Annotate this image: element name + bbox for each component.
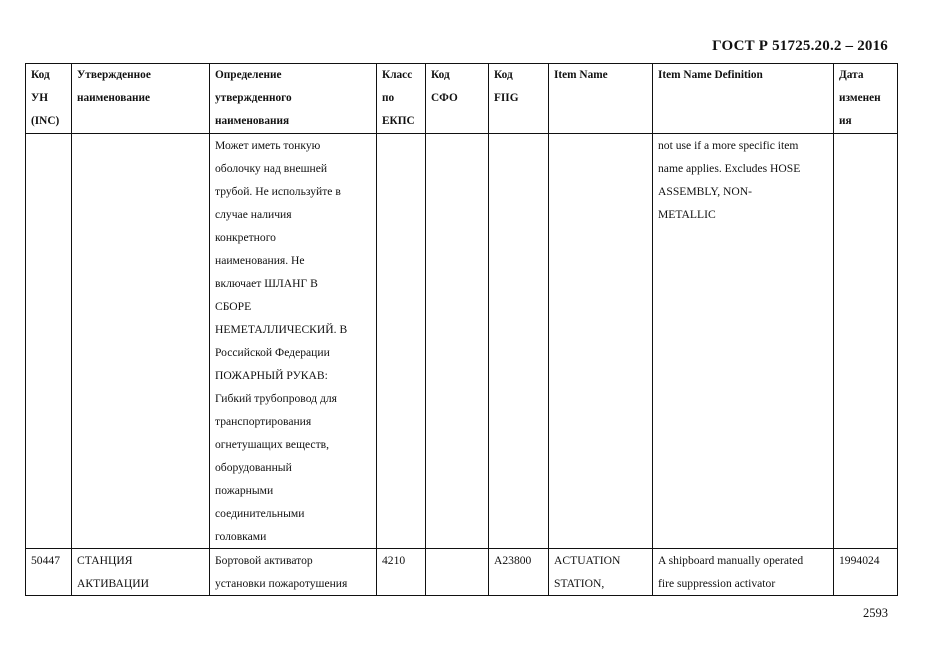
cell-item-name-definition: not use if a more specific item name applies. Excludes HOSE ASSEMBLY, NON- METALLIC (653, 134, 834, 549)
table-row-continuation (26, 134, 898, 549)
cell-item-name-definition: A shipboard manually operated fire suppression activator (653, 549, 834, 596)
header-change-date: Дата изменен ия (834, 64, 898, 134)
cell-fiig-code (489, 134, 549, 549)
cell-fiig-code: A23800 (489, 549, 549, 596)
cell-approved-name (72, 134, 210, 549)
cell-code-un (26, 134, 72, 549)
cell-ekps-class (377, 134, 426, 549)
table-row (26, 549, 898, 596)
cell-item-name: ACTUATION STATION, (549, 549, 653, 596)
header-approved-name: Утвержденное наименование (72, 64, 210, 134)
document-title: ГОСТ Р 51725.20.2 – 2016 (712, 38, 888, 54)
header-sfo-code: Код СФО (426, 64, 489, 134)
header-code-un: Код УН (INC) (26, 64, 72, 134)
cell-definition: Может иметь тонкую оболочку над внешней трубой. Не используйте в случае наличия конкретного наименования. Не включает ШЛАНГ В СБОРЕ НЕМЕТАЛЛИЧЕСКИЙ. В Российской Федерации ПОЖАРНЫЙ РУКАВ: Гибкий трубопровод для транспортирования огнетушащих веществ, оборудованный пожарными соединительными головками (210, 134, 377, 549)
cell-code-un: 50447 (26, 549, 72, 596)
header-item-name: Item Name (549, 64, 653, 134)
page-number: 2593 (863, 606, 888, 620)
cell-sfo-code (426, 549, 489, 596)
header-definition: Определение утвержденного наименования (210, 64, 377, 134)
cell-sfo-code (426, 134, 489, 549)
cell-item-name (549, 134, 653, 549)
nomenclature-table (25, 63, 898, 596)
cell-change-date: 1994024 (834, 549, 898, 596)
header-ekps-class: Класс по ЕКПС (377, 64, 426, 134)
cell-change-date (834, 134, 898, 549)
header-fiig-code: Код FIIG (489, 64, 549, 134)
cell-definition: Бортовой активатор установки пожаротушения (210, 549, 377, 596)
cell-ekps-class: 4210 (377, 549, 426, 596)
table-header-row (26, 64, 898, 134)
header-item-name-definition: Item Name Definition (653, 64, 834, 134)
cell-approved-name: СТАНЦИЯ АКТИВАЦИИ (72, 549, 210, 596)
